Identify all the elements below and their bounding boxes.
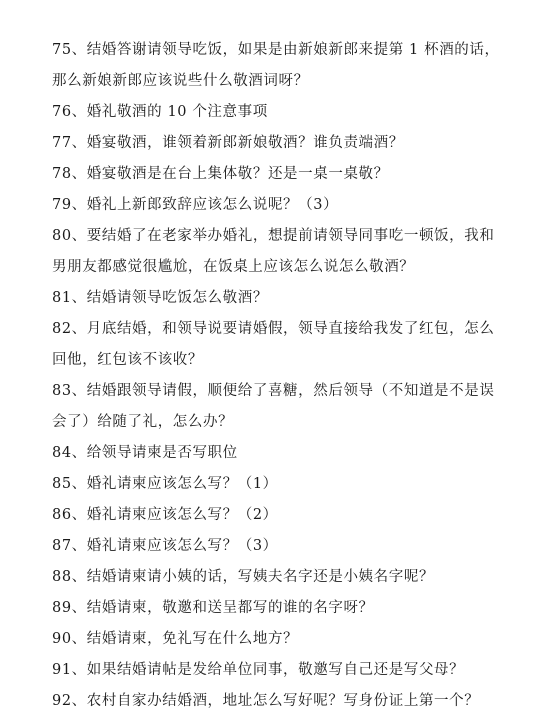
list-item-90: 90、结婚请柬，免礼写在什么地方？: [52, 631, 299, 647]
list-item-92: 92、农村自家办结婚酒，地址怎么写好呢？写身份证上第一个？: [52, 693, 480, 709]
list-item-78: 78、婚宴敬酒是在台上集体敬？还是一桌一桌敬？: [52, 166, 389, 182]
list-item-84: 84、给领导请柬是否写职位: [52, 445, 238, 461]
list-item-81: 81、结婚请领导吃饭怎么敬酒？: [52, 290, 268, 306]
question-list: [52, 35, 506, 717]
list-item-82: 82、月底结婚，和领导说要请婚假，领导直接给我发了红包，怎么回他，红包该不该收？: [52, 321, 495, 368]
list-item-85: 85、婚礼请柬应该怎么写？（1）: [52, 476, 278, 492]
list-item-89: 89、结婚请柬，敬邀和送呈都写的谁的名字呀？: [52, 600, 374, 616]
list-item-76: 76、婚礼敬酒的 10 个注意事项: [52, 104, 268, 120]
list-item-77: 77、婚宴敬酒，谁领着新郎新娘敬酒？谁负责端酒？: [52, 135, 404, 151]
list-item-75: 75、结婚答谢请领导吃饭，如果是由新娘新郎来提第 1 杯酒的话，那么新娘新郎应该说些什么敬酒词呀？: [52, 42, 500, 89]
list-item-87: 87、婚礼请柬应该怎么写？（3）: [52, 538, 278, 554]
list-item-91: 91、如果结婚请帖是发给单位同事，敬邀写自己还是写父母？: [52, 662, 465, 678]
list-item-86: 86、婚礼请柬应该怎么写？（2）: [52, 507, 278, 523]
list-item-79: 79、婚礼上新郎致辞应该怎么说呢？（3）: [52, 197, 339, 213]
list-item-88: 88、结婚请柬请小姨的话，写姨夫名字还是小姨名字呢？: [52, 569, 435, 585]
list-item-80: 80、要结婚了在老家举办婚礼，想提前请领导同事吃一顿饭，我和男朋友都感觉很尴尬，在饭桌上应该怎么说怎么敬酒？: [52, 228, 495, 275]
list-item-83: 83、结婚跟领导请假，顺便给了喜糖，然后领导（不知道是不是误会了）给随了礼，怎么办？: [52, 383, 495, 430]
